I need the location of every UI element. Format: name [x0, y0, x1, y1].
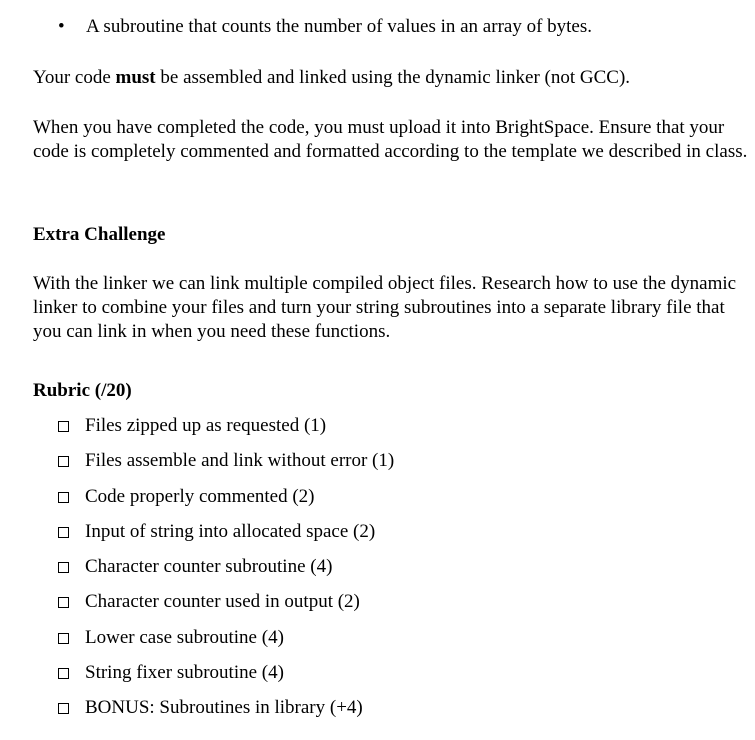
- rubric-item: [58, 590, 394, 625]
- rubric-item-label: Character counter used in output (2): [85, 591, 360, 613]
- rubric-item-label: Files assemble and link without error (1): [85, 450, 395, 472]
- checkbox-icon[interactable]: [58, 527, 69, 538]
- checkbox-icon[interactable]: [58, 668, 69, 679]
- rubric-list: [58, 414, 394, 732]
- upload-instructions-paragraph: When you have completed the code, you must upload it into BrightSpace. Ensure that your code is completely commented and formatted according to the template we described in class.: [33, 117, 748, 162]
- checkbox-icon[interactable]: [58, 421, 69, 432]
- rubric-item-label: BONUS: Subroutines in library (+4): [85, 697, 363, 719]
- checkbox-icon[interactable]: [58, 492, 69, 503]
- para1-emphasis: must: [115, 67, 156, 88]
- extra-challenge-paragraph: With the linker we can link multiple compiled object files. Research how to use the dynamic linker to combine your files and turn your string subroutines into a separate library file that you can link in when you need these functions.: [33, 273, 737, 342]
- rubric-item-label: Files zipped up as requested (1): [85, 415, 327, 436]
- rubric-item: [58, 485, 394, 520]
- rubric-item-label: Lower case subroutine (4): [85, 626, 284, 648]
- rubric-item-label: String fixer subroutine (4): [85, 662, 284, 684]
- rubric-item-label: Character counter subroutine (4): [85, 556, 333, 578]
- extra-challenge-heading: Extra Challenge: [33, 224, 166, 245]
- rubric-item-label: Input of string into allocated space (2): [85, 520, 376, 542]
- rubric-item: [58, 626, 394, 661]
- rubric-item: [58, 555, 394, 590]
- rubric-item: [58, 414, 394, 449]
- checkbox-icon[interactable]: [58, 703, 69, 714]
- rubric-item: [58, 696, 394, 731]
- checkbox-icon[interactable]: [58, 456, 69, 467]
- bullet-dot-icon: •: [58, 16, 65, 37]
- checkbox-icon[interactable]: [58, 597, 69, 608]
- bullet-item: [58, 15, 592, 39]
- rubric-item-label: Code properly commented (2): [85, 485, 315, 507]
- linker-requirement-paragraph: [33, 66, 748, 90]
- checkbox-icon[interactable]: [58, 633, 69, 644]
- rubric-item: [58, 661, 394, 696]
- bullet-item-text: A subroutine that counts the number of values in an array of bytes.: [86, 16, 593, 37]
- checkbox-icon[interactable]: [58, 562, 69, 573]
- rubric-heading: Rubric (/20): [33, 380, 132, 401]
- rubric-item: [58, 449, 394, 484]
- para1-after: be assembled and linked using the dynamic linker (not GCC).: [155, 67, 631, 88]
- rubric-item: [58, 520, 394, 555]
- para1-before: Your code: [33, 67, 116, 88]
